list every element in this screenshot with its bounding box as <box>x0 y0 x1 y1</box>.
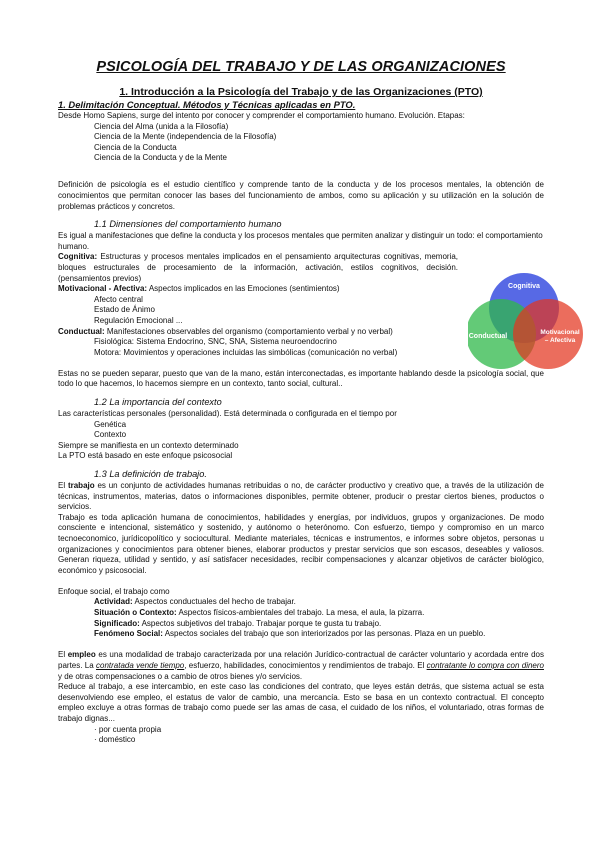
venn-label-cognitiva: Cognitiva <box>508 283 540 290</box>
venn-diagram <box>468 270 584 372</box>
dimensiones-intro: Es igual a manifestaciones que define la conducta y los procesos mentales que permiten analizar y distinguir un todo: el comportamiento humano. <box>58 231 543 251</box>
document-title: PSICOLOGÍA DEL TRABAJO Y DE LAS ORGANIZACIONES <box>96 59 506 75</box>
enfoque-intro: Enfoque social, el trabajo como <box>58 586 170 596</box>
trabajo-term: trabajo <box>67 481 95 491</box>
contexto-item: Genética <box>94 419 127 429</box>
empleo-item: · por cuenta propia <box>94 724 162 734</box>
contexto-item: Contexto <box>94 430 127 440</box>
conductual-text: Manifestaciones observables del organismo (comportamiento verbal y no verbal) <box>104 326 393 336</box>
conductual-item: Motora: Movimientos y operaciones incluidas las simbólicas (comunicación no verbal) <box>94 347 398 357</box>
motivacional-label: Motivacional - Afectiva: <box>58 284 148 294</box>
empleo-paragraph-1: El empleo es una modalidad de trabajo caracterizada por una relación Jurídico-contractual de carácter voluntario y acordada entre dos partes. La contratada vende tiempo, esfuerzo, habilidades, conocimientos y rendimientos de trabajo. El contratante lo compra con dinero y de otras compensaciones o a cambio de otros bienes y/o servicios. <box>58 650 544 681</box>
cognitiva-paragraph <box>58 252 458 284</box>
venn-label-motivacional: Motivacional <box>540 329 580 336</box>
motivacional-text: Aspectos implicados en las Emociones (sentimientos) <box>147 284 340 294</box>
motivacional-item: Estado de Ánimo <box>94 305 155 315</box>
empleo-paragraph-2: Reduce al trabajo, a ese intercambio, en este caso las condiciones del contrato, que leyes están detrás, que sistema actual se esta desenvolviendo ese empleo, el estatus de valor de cambio, una mercancía. Esto se basa en un contexto contractual. El concepto empleo excluye a otras formas de trabajo como puede ser las amas de casa, el cuidado de los niños, el voluntariado, otras formas de trabajo dignas... <box>58 682 544 723</box>
trabajo-paragraph-1: El trabajo es un conjunto de actividades humanas retribuidas o no, de carácter productivo y creativo que, a través de la utilización de técnicas, instrumentos, materias, datos o informaciones disponibles, permite obtener, producir o prestar ciertos bienes, productos o servicios. <box>58 481 545 512</box>
heading-1-1: 1.1 Dimensiones del comportamiento humano <box>94 219 282 230</box>
venn-label-conductual: Conductual <box>468 333 508 340</box>
etapa-item: Ciencia de la Conducta <box>94 142 177 152</box>
no-separar-paragraph: Estas no se pueden separar, puesto que van de la mano, están interconectadas, es importante hablando desde la psicología social, que todo lo que hacemos, lo hacemos siempre en un contexto, tanto social, cultural.. <box>58 368 544 389</box>
section-heading: 1. Introducción a la Psicología del Trabajo y de las Organizaciones (PTO) <box>119 86 483 98</box>
heading-1-3: 1.3 La definición de trabajo. <box>94 469 207 480</box>
empleo-term: empleo <box>67 650 96 660</box>
enfoque-item: Actividad: Aspectos conductuales del hecho de trabajar. <box>94 597 296 607</box>
contexto-line: Siempre se manifiesta en un contexto determinado <box>58 440 239 450</box>
empleo-item: · doméstico <box>94 735 136 745</box>
subsection-heading: 1. Delimitación Conceptual. Métodos y Técnicas aplicadas en PTO. <box>58 99 356 110</box>
heading-1-2: 1.2 La importancia del contexto <box>94 397 222 408</box>
etapas-list <box>58 122 544 164</box>
motivacional-item: Afecto central <box>94 294 143 304</box>
contexto-line: La PTO está basado en este enfoque psicosocial <box>58 451 233 461</box>
conductual-item: Fisiológica: Sistema Endocrino, SNC, SNA, Sistema neuroendocrino <box>94 337 337 347</box>
definicion-paragraph: Definición de psicología es el estudio científico y comprende tanto de la conducta y de los procesos mentales, la obtención de conocimientos que permitan conocer las bases del funcionamiento de ambos, como su aplicación y su utilización en la solución de problemas prácticos y concretos. <box>58 180 544 211</box>
etapa-item: Ciencia de la Conducta y de la Mente <box>94 153 227 163</box>
document-page <box>58 58 544 746</box>
cognitiva-label: Cognitiva: <box>58 252 98 262</box>
motivacional-item: Regulación Emocional ... <box>94 316 183 325</box>
contexto-intro: Las características personales (personalidad). Está determinada o configurada en el tiempo por <box>58 409 397 419</box>
conductual-label: Conductual: <box>58 326 105 336</box>
venn-label-afectiva: – Afectiva <box>544 337 576 344</box>
enfoque-item: Significado: Aspectos subjetivos del trabajo. Trabajar porque te gusta tu trabajo. <box>94 618 382 628</box>
intro-line: Desde Homo Sapiens, surge del intento por conocer y comprender el comportamiento humano. Evolución. Etapas: <box>58 111 465 120</box>
cognitiva-text: Estructuras y procesos mentales implicados en el pensamiento arquitecturas cognitivas, memoria, bloques estructurales de procesamiento de la información, activación, estilos cognitivos, decisión. (pensamientos previos) <box>58 252 458 283</box>
etapa-item: Ciencia del Alma (unida a la Filosofía) <box>94 121 229 131</box>
enfoque-item: Fenómeno Social: Aspectos sociales del trabajo que son interiorizados por las personas. Plaza en un pueblo. <box>94 629 486 639</box>
enfoque-item: Situación o Contexto: Aspectos físicos-ambientales del trabajo. La mesa, el aula, la pizarra. <box>94 608 425 618</box>
etapa-item: Ciencia de la Mente (independencia de la Filosofía) <box>94 132 277 142</box>
trabajo-paragraph-2: Trabajo es toda aplicación humana de conocimientos, habilidades y energías, por individuos, grupos y organizaciones. De modo consciente e intencional, sistemático y sostenido, y autónomo o heterónomo. Con esfuerzo, tiempo y compromiso en un marco tecnoeconomico, jurídicopolítico y sociocultural. Mediante materiales, técnicas e instrumentos, e informes sobre objetos, personas u organizaciones y conocimientos para obtener bienes, elaborar productos y prestar servicios que son escasos, deseables y valiosos. Generan riqueza, utilidad y sentido, y así satisfacer necesidades, recibir compensaciones y alcanzar objetivos de carácter biológico, económico y psicosocial. <box>58 512 544 575</box>
